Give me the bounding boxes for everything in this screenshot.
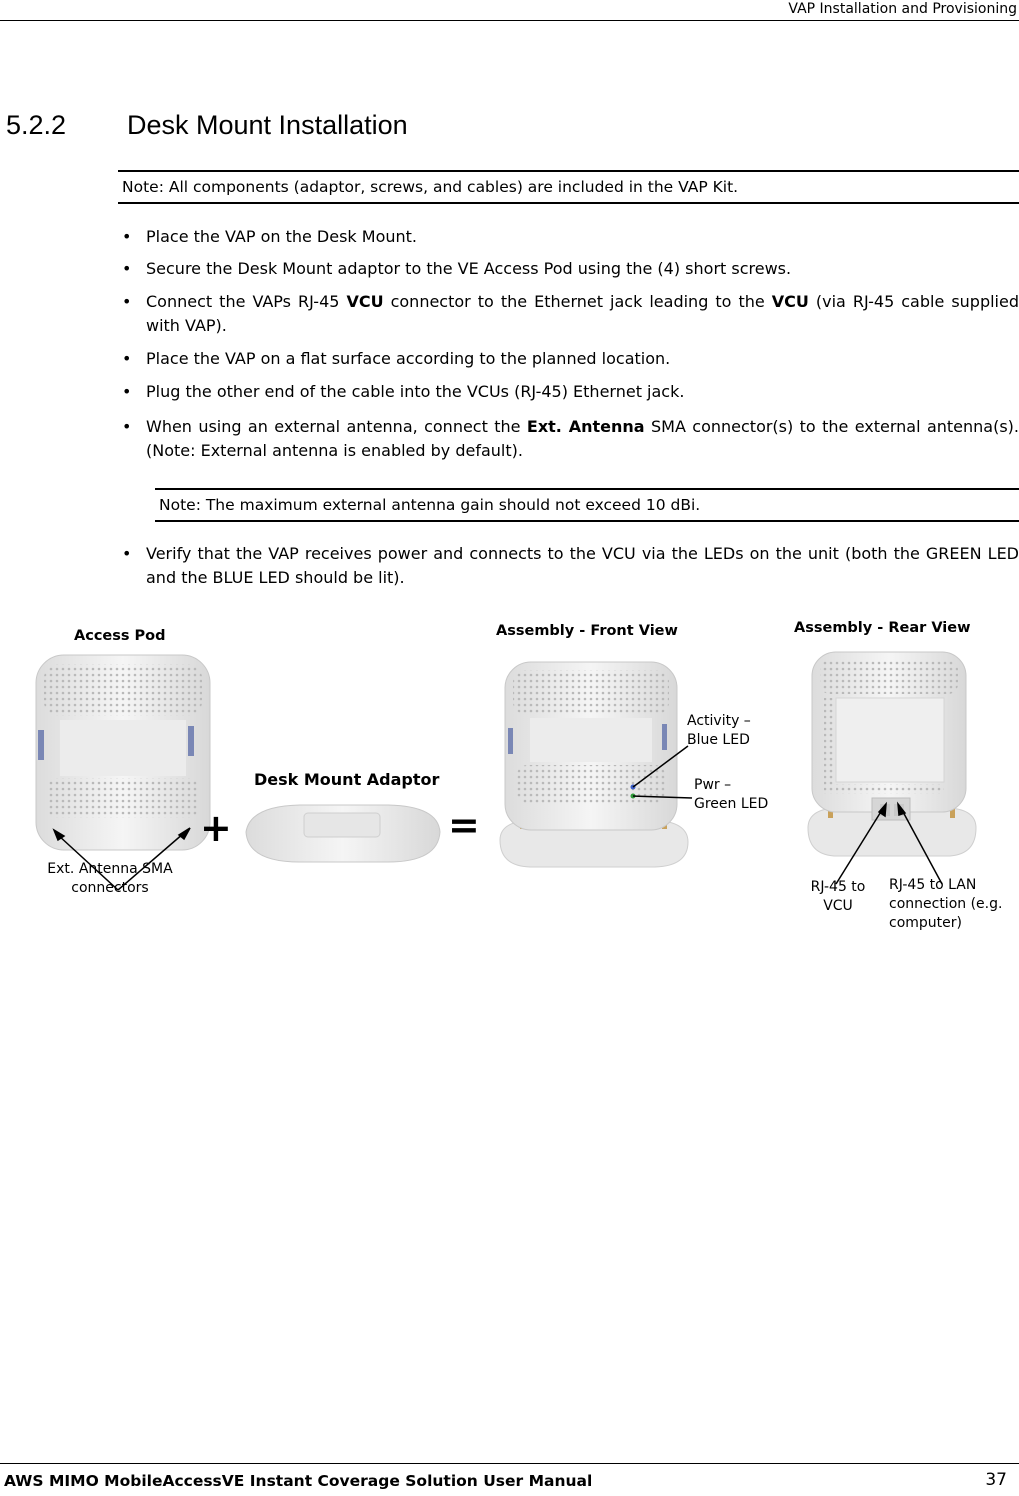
assembly-front-view-image <box>500 662 688 867</box>
rear-view-label: Assembly - Rear View <box>794 620 971 636</box>
ext-antenna-callout: Ext. Antenna SMA connectors <box>47 861 173 896</box>
power-led-callout: Pwr – Green LED <box>694 777 769 812</box>
assembly-rear-view-image <box>808 652 976 856</box>
page-header <box>0 0 1019 21</box>
section-title: Desk Mount Installation <box>127 110 408 140</box>
header-title: VAP Installation and Provisioning <box>788 1 1017 17</box>
note-components: Note: All components (adaptor, screws, and cables) are included in the VAP Kit. <box>118 170 1019 204</box>
rj45-vcu-callout: RJ-45 to VCU <box>810 879 866 914</box>
section-heading <box>6 110 408 141</box>
equals-sign: = <box>448 803 480 847</box>
plus-sign: + <box>200 806 232 850</box>
access-pod-label: Access Pod <box>74 628 166 644</box>
assembly-figure <box>0 600 1019 960</box>
section-number: 5.2.2 <box>6 110 67 140</box>
footer-title: AWS MIMO MobileAccessVE Instant Coverage Solution User Manual <box>4 1472 593 1490</box>
page-number: 37 <box>985 1470 1007 1490</box>
page-footer <box>0 1463 1019 1496</box>
rj45-lan-callout: RJ-45 to LAN connection (e.g. computer) <box>889 877 1003 931</box>
front-view-label: Assembly - Front View <box>496 623 678 639</box>
access-pod-image <box>36 655 210 850</box>
desk-mount-adaptor-image <box>246 805 440 862</box>
activity-led-callout: Activity – Blue LED <box>687 713 751 748</box>
desk-mount-adaptor-label: Desk Mount Adaptor <box>254 770 440 789</box>
note-antenna-gain: Note: The maximum external antenna gain should not exceed 10 dBi. <box>155 488 1019 522</box>
